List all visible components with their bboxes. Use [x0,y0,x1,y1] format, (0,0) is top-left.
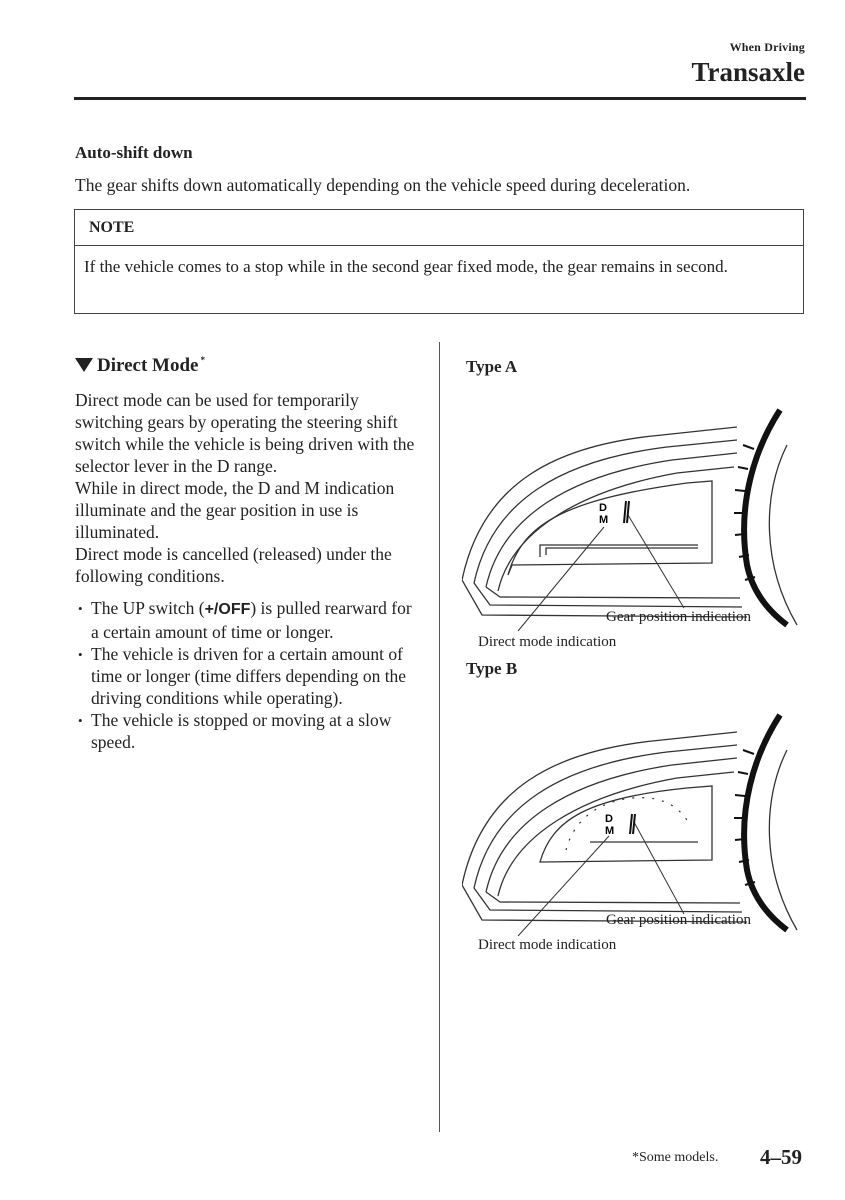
auto-shift-text: The gear shifts down automatically depending on the vehicle speed during deceleration. [75,175,691,195]
note-text: If the vehicle comes to a stop while in the second gear fixed mode, the gear remains in second. [84,257,728,276]
direct-mode-title: Direct Mode [97,355,199,376]
direct-mode-para-2: While in direct mode, the D and M indication illuminate and the gear position in use is illuminated. [75,478,395,542]
d-indicator: D [599,502,607,514]
d-indicator: D [605,813,613,825]
bullet-1-post: ) is pulled rearward for a certain amount of time or longer. [91,598,412,642]
cancel-conditions-list [75,597,420,753]
note-label: NOTE [75,210,803,246]
gear-position-indication-label: Gear position indication [606,912,751,928]
direct-mode-heading [75,355,205,377]
footnote: *Some models. [632,1150,719,1165]
m-indicator: M [605,825,615,837]
page-header [692,40,806,88]
direct-mode-para-3: Direct mode is cancelled (released) under the following conditions. [75,544,392,586]
auto-shift-heading: Auto-shift down [75,143,193,162]
type-b-label: Type B [466,659,518,678]
direct-mode-indication-label: Direct mode indication [478,937,617,953]
direct-mode-para-1: Direct mode can be used for temporarily switching gears by operating the steering shift switch while the vehicle is being driven with the selector lever in the D range. [75,390,415,476]
list-item [75,597,420,643]
note-box [74,209,804,314]
section-name: When Driving [729,40,805,54]
type-b-figure [462,710,807,970]
asterisk-mark: * [200,355,205,365]
page-number: 4–59 [760,1145,802,1169]
header-rule [74,97,806,100]
type-a-figure [462,405,807,665]
bullet-1-pre: The UP switch ( [91,598,205,618]
direct-mode-body [75,389,420,753]
m-indicator: M [599,514,609,526]
instrument-cluster-type-b [462,710,807,970]
list-item: • The vehicle is driven for a certain amount of time or longer (time differs depending on the driving conditions while operating). [75,643,420,709]
direct-mode-indication-label: Direct mode indication [478,634,617,650]
gear-digit-icon [624,501,629,523]
page-title: Transaxle [691,57,805,87]
gear-digit-icon [630,814,635,834]
up-switch-symbol: +/OFF [204,601,251,618]
type-a-label: Type A [466,357,518,376]
gear-position-indication-label: Gear position indication [606,609,751,625]
column-divider [439,342,440,1132]
list-item: • The vehicle is stopped or moving at a slow speed. [75,709,420,753]
triangle-down-icon [75,358,93,372]
instrument-cluster-type-a [462,405,807,665]
